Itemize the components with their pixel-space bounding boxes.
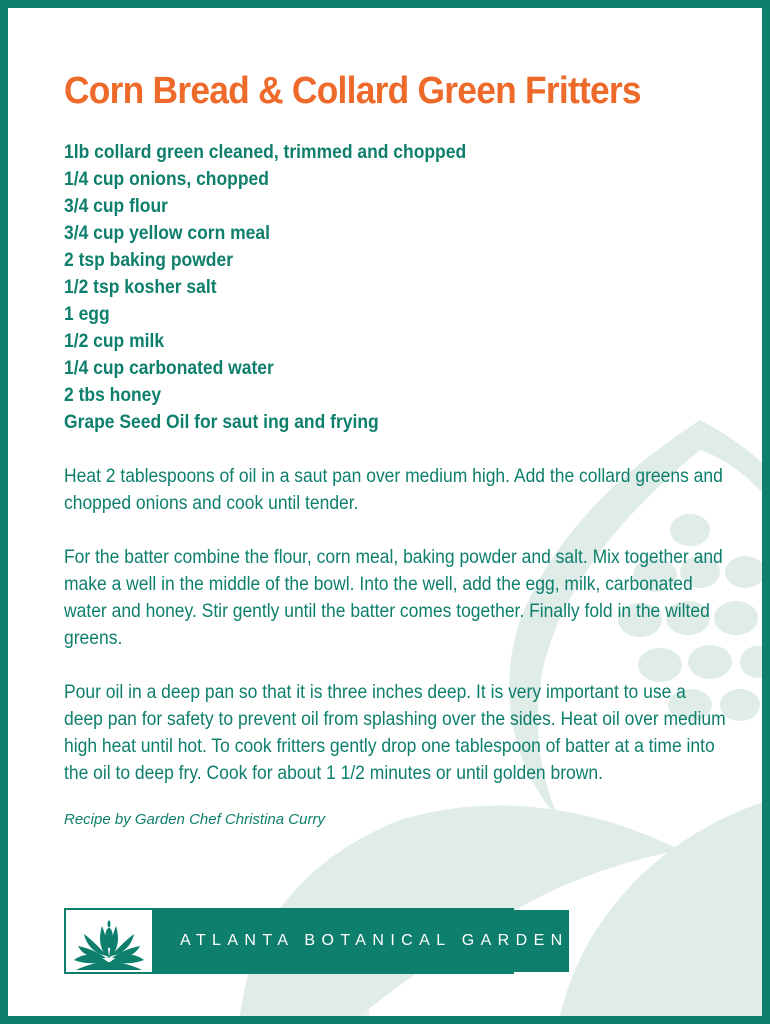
- instruction-step: For the batter combine the flour, corn meal, baking powder and salt. Mix together and make a well in the middle of the bowl. Into the well, add the egg, milk, carbonated water and honey. Stir gently until the batter comes together. Finally fold in the wilted greens.: [64, 547, 723, 649]
- ingredient-item: 1 egg: [64, 304, 110, 325]
- ingredient-item: 2 tbs honey: [64, 385, 162, 406]
- recipe-content: [64, 70, 724, 828]
- ingredient-item: 2 tsp baking powder: [64, 250, 234, 271]
- garden-name: ATLANTA BOTANICAL GARDEN: [180, 932, 569, 949]
- ingredient-item: 1/4 cup onions, chopped: [64, 169, 269, 190]
- ingredient-item: 1/2 cup milk: [64, 331, 165, 352]
- ingredient-item: 1/4 cup carbonated water: [64, 358, 274, 379]
- ingredient-item: 3/4 cup flour: [64, 196, 168, 217]
- logo-banner: [152, 910, 569, 972]
- ingredient-item: 1/2 tsp kosher salt: [64, 277, 217, 298]
- ingredient-item: Grape Seed Oil for saut ing and frying: [64, 412, 379, 433]
- instruction-step: Heat 2 tablespoons of oil in a saut pan over medium high. Add the collard greens and chopped onions and cook until tender.: [64, 466, 723, 514]
- recipe-title: Corn Bread & Collard Green Fritters: [64, 70, 641, 112]
- garden-logo: [64, 908, 569, 974]
- ingredient-item: 1lb collard green cleaned, trimmed and chopped: [64, 142, 467, 163]
- ingredient-list: [64, 139, 724, 436]
- instruction-step: Pour oil in a deep pan so that it is three inches deep. It is very important to use a deep pan for safety to prevent oil from splashing over the sides. Heat oil over medium high heat until hot. To cook fritters gently drop one tablespoon of batter at a time into the oil to deep fry. Cook for about 1 1/2 minutes or until golden brown.: [64, 682, 726, 784]
- magnolia-flower-icon: [66, 910, 152, 972]
- ingredient-item: 3/4 cup yellow corn meal: [64, 223, 270, 244]
- recipe-credit: Recipe by Garden Chef Christina Curry: [64, 811, 325, 828]
